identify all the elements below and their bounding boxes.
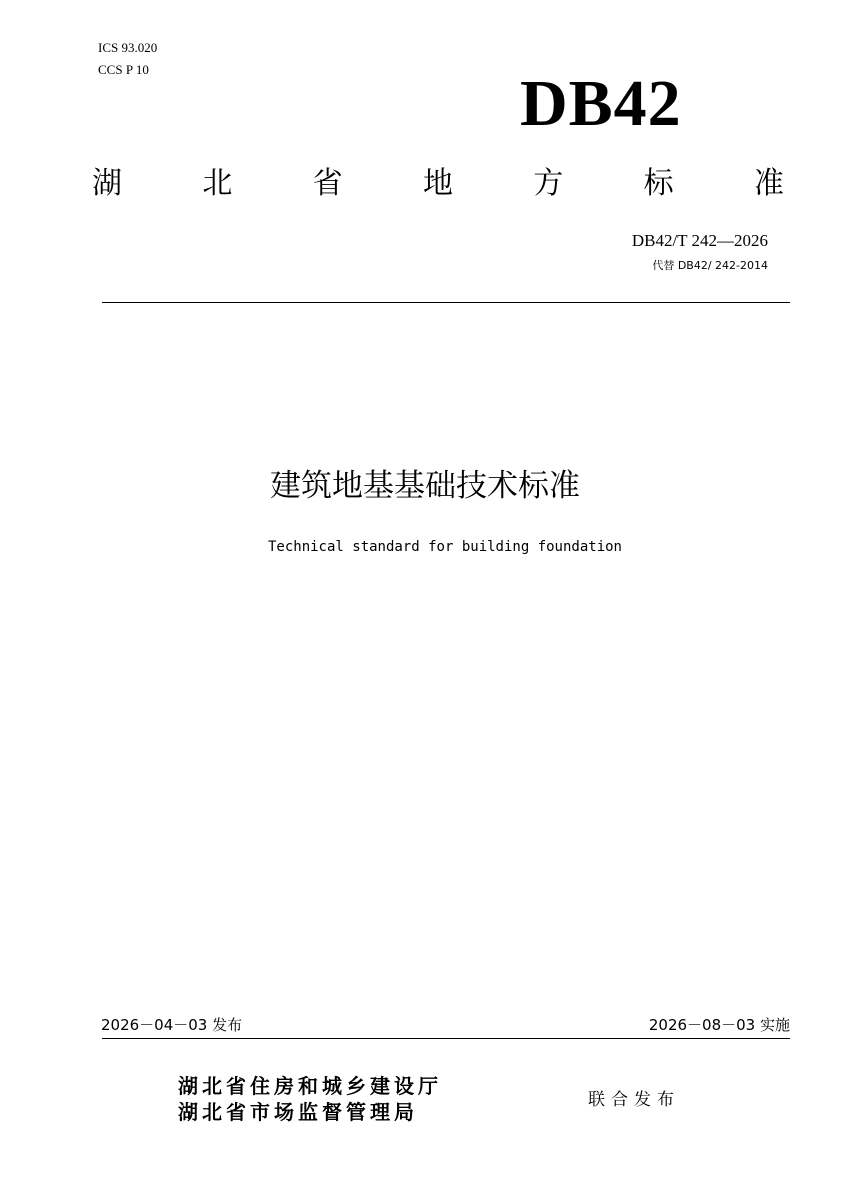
issue-date: 2026－04－03 发布 bbox=[101, 1016, 243, 1034]
footer-divider bbox=[102, 1038, 790, 1039]
implementation-date: 2026－08－03 实施 bbox=[648, 1016, 790, 1034]
db42-logo: DB42 bbox=[520, 67, 682, 140]
issuer-market-regulation: 湖北省市场监督管理局 bbox=[178, 1100, 418, 1124]
document-title: 建筑地基基础技术标准 bbox=[270, 468, 580, 504]
standard-type-char: 准 bbox=[753, 166, 784, 201]
issuer-housing-department: 湖北省住房和城乡建设厅 bbox=[178, 1074, 442, 1098]
replaces-standard: 代替 DB42/ 242-2014 bbox=[652, 259, 768, 272]
standard-type-char: 方 bbox=[533, 166, 564, 201]
header-divider bbox=[102, 302, 790, 303]
ccs-code: CCS P 10 bbox=[98, 62, 149, 77]
standard-number: DB42/T 242—2026 bbox=[631, 231, 768, 250]
ics-code: ICS 93.020 bbox=[98, 40, 158, 55]
joint-issue-label: 联合发布 bbox=[588, 1090, 680, 1110]
standard-type-char: 湖 bbox=[92, 166, 122, 201]
standard-type-char: 北 bbox=[202, 166, 233, 201]
standard-type-char: 标 bbox=[643, 166, 674, 201]
standard-type-char: 地 bbox=[422, 166, 453, 201]
document-title-english: Technical standard for building foundation bbox=[267, 539, 622, 555]
standard-type-char: 省 bbox=[312, 166, 343, 201]
standard-type-heading bbox=[92, 162, 784, 206]
